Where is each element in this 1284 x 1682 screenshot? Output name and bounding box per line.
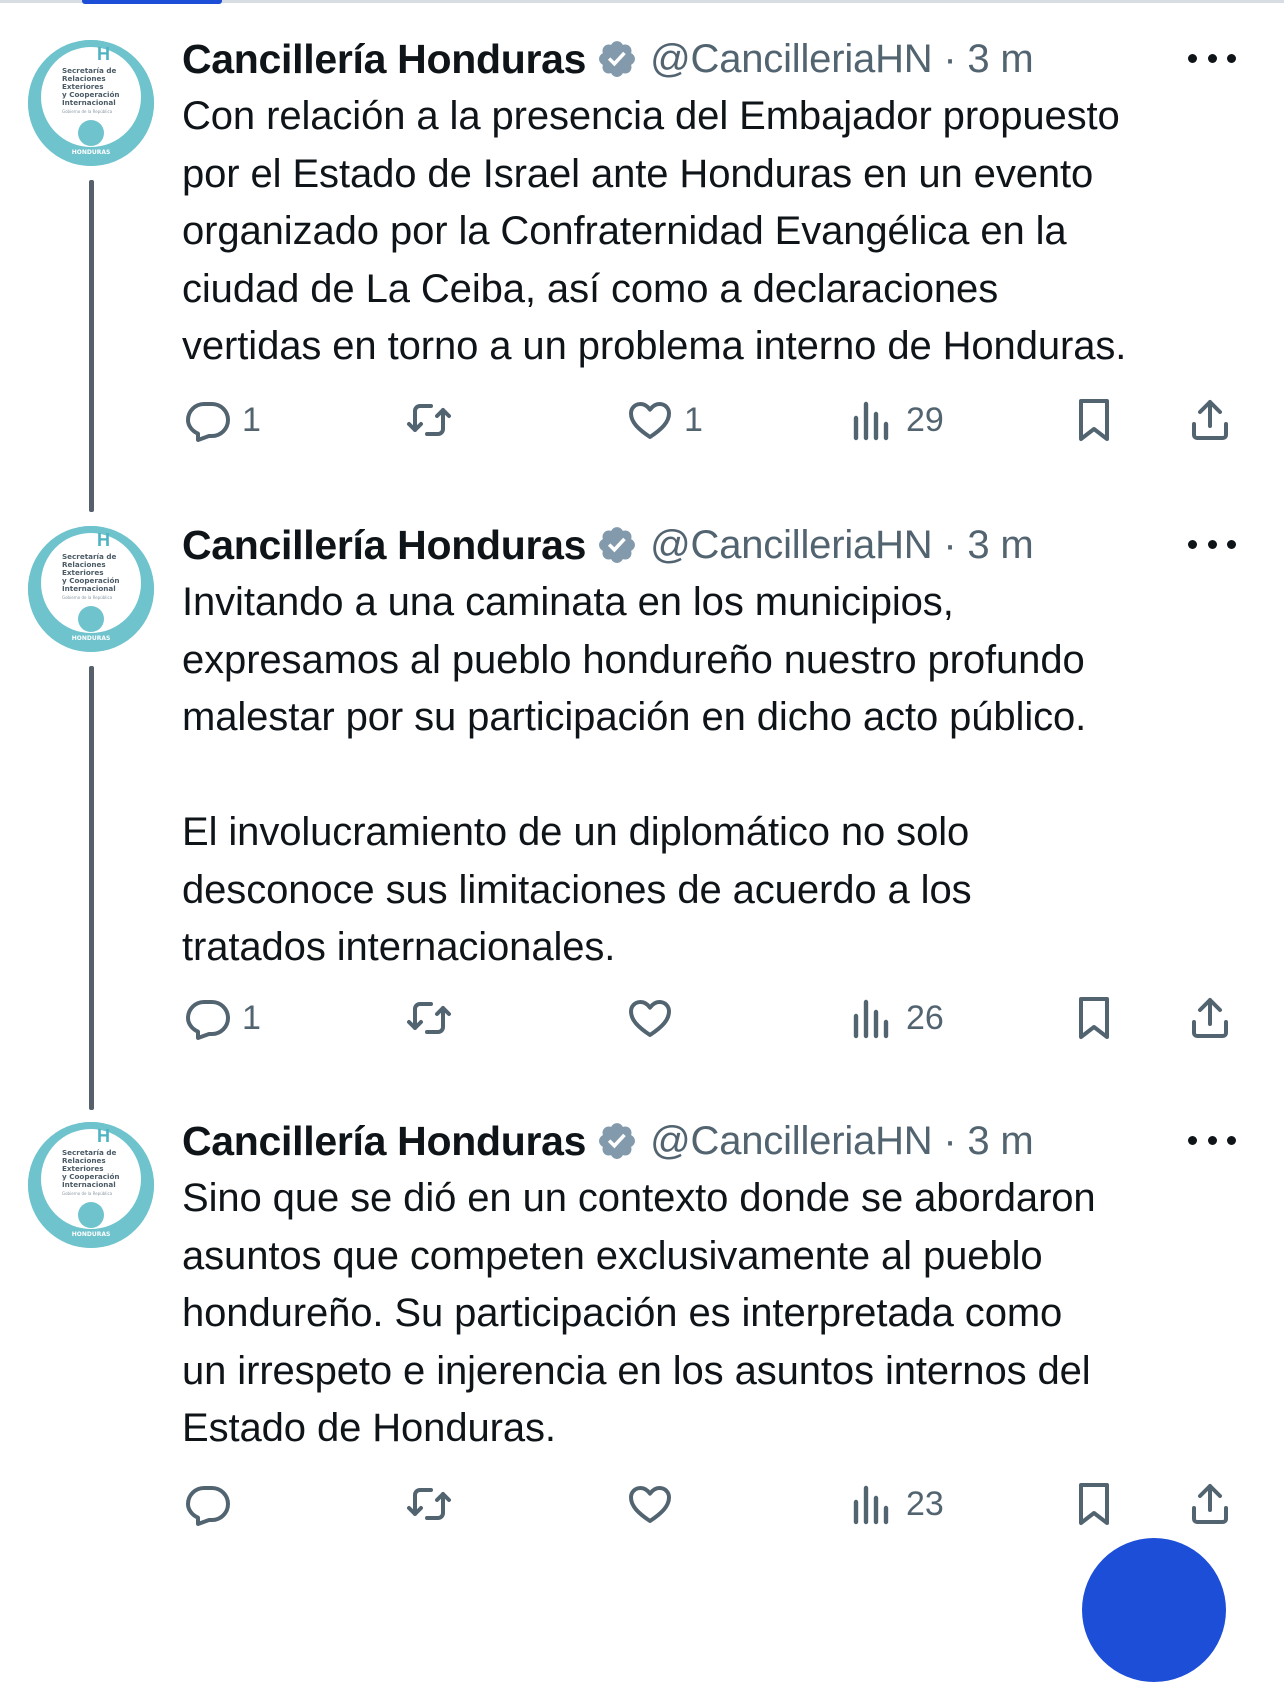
thread-connector: [89, 180, 94, 512]
retweet-button[interactable]: [405, 392, 463, 448]
author-handle-time[interactable]: @CancilleriaHN · 3 m: [650, 522, 1034, 567]
svg-text:Internacional: Internacional: [62, 1180, 116, 1189]
svg-text:Relaciones: Relaciones: [62, 560, 106, 569]
svg-text:Exteriores: Exteriores: [62, 82, 104, 91]
more-icon[interactable]: [1188, 524, 1236, 564]
share-button[interactable]: [1186, 392, 1234, 448]
bookmark-icon: [1070, 1480, 1118, 1528]
svg-text:Secretaría de: Secretaría de: [62, 1148, 117, 1157]
heart-icon: [626, 1480, 674, 1528]
reply-button[interactable]: [184, 1476, 242, 1532]
svg-text:H: H: [97, 1126, 110, 1146]
reply-button[interactable]: [184, 990, 261, 1046]
svg-text:Exteriores: Exteriores: [62, 1164, 104, 1173]
bookmark-icon: [1070, 396, 1118, 444]
author-name[interactable]: Cancillería Honduras: [182, 35, 587, 82]
tweet-actions: [0, 990, 1284, 1046]
author-name[interactable]: Cancillería Honduras: [182, 1117, 587, 1164]
svg-text:H: H: [97, 530, 110, 550]
like-button[interactable]: [626, 990, 684, 1046]
svg-text:Relaciones: Relaciones: [62, 74, 106, 83]
like-button[interactable]: [626, 392, 703, 448]
bookmark-button[interactable]: [1070, 1476, 1118, 1532]
views-icon: [848, 396, 896, 444]
avatar[interactable]: [28, 526, 154, 652]
svg-text:HONDURAS: HONDURAS: [71, 1231, 111, 1238]
share-button[interactable]: [1186, 1476, 1234, 1532]
author-handle-time[interactable]: @CancilleriaHN · 3 m: [650, 1118, 1034, 1163]
tweet-header: [182, 1116, 1033, 1166]
tweet-text: Invitando a una caminata en los municipios, expresamos al pueblo hondureño nuestro profundo malestar por su participación en dicho acto público. El involucramiento de un diplomático no solo desconoce sus limitaciones de acuerdo a los tratados internacionales.: [182, 580, 1087, 969]
bookmark-button[interactable]: [1070, 392, 1118, 448]
views-button[interactable]: [848, 990, 944, 1046]
svg-text:Gobierno de la República: Gobierno de la República: [62, 109, 113, 114]
retweet-button[interactable]: [405, 990, 463, 1046]
tweet-header: [182, 520, 1033, 570]
author-handle-time[interactable]: @CancilleriaHN · 3 m: [650, 36, 1034, 81]
svg-text:HONDURAS: HONDURAS: [71, 635, 111, 642]
heart-icon: [626, 396, 674, 444]
cancilleria-logo: [28, 40, 154, 166]
reply-icon: [184, 396, 232, 444]
svg-text:HONDURAS: HONDURAS: [71, 149, 111, 156]
bookmark-button[interactable]: [1070, 990, 1118, 1046]
share-icon: [1186, 396, 1234, 444]
share-icon: [1186, 1480, 1234, 1528]
reply-icon: [184, 1480, 232, 1528]
views-count: 23: [906, 1484, 944, 1523]
views-icon: [848, 1480, 896, 1528]
heart-icon: [626, 994, 674, 1042]
like-count: 1: [684, 400, 703, 439]
tweet-header: [182, 34, 1033, 84]
retweet-icon: [405, 396, 453, 444]
author-name[interactable]: Cancillería Honduras: [182, 521, 587, 568]
reply-icon: [184, 994, 232, 1042]
svg-text:Secretaría de: Secretaría de: [62, 66, 117, 75]
avatar[interactable]: [28, 1122, 154, 1248]
bookmark-icon: [1070, 994, 1118, 1042]
views-icon: [848, 994, 896, 1042]
more-icon[interactable]: [1188, 1120, 1236, 1160]
views-button[interactable]: [848, 1476, 944, 1532]
reply-count: 1: [242, 998, 261, 1037]
top-tab-indicator: [82, 0, 222, 4]
svg-text:Secretaría de: Secretaría de: [62, 552, 117, 561]
views-count: 26: [906, 998, 944, 1037]
compose-fab-button[interactable]: [1082, 1538, 1226, 1682]
svg-text:Relaciones: Relaciones: [62, 1156, 106, 1165]
like-button[interactable]: [626, 1476, 684, 1532]
cancilleria-logo: [28, 1122, 154, 1248]
share-icon: [1186, 994, 1234, 1042]
retweet-button[interactable]: [405, 1476, 463, 1532]
svg-text:y Cooperación: y Cooperación: [62, 576, 120, 585]
svg-text:Internacional: Internacional: [62, 584, 116, 593]
cancilleria-logo: [28, 526, 154, 652]
share-button[interactable]: [1186, 990, 1234, 1046]
svg-text:y Cooperación: y Cooperación: [62, 1172, 120, 1181]
tweet-actions: [0, 392, 1284, 448]
avatar[interactable]: [28, 40, 154, 166]
views-button[interactable]: [848, 392, 944, 448]
svg-text:Exteriores: Exteriores: [62, 568, 104, 577]
verified-icon: [596, 38, 638, 80]
tweet-text: Sino que se dió en un contexto donde se abordaron asuntos que competen exclusivamente al pueblo hondureño. Su participación es interpretada como un irrespeto e injerencia en los asuntos internos del Estado de Honduras.: [182, 1176, 1096, 1450]
views-count: 29: [906, 400, 944, 439]
retweet-icon: [405, 994, 453, 1042]
svg-text:Internacional: Internacional: [62, 98, 116, 107]
reply-button[interactable]: [184, 392, 261, 448]
more-icon[interactable]: [1188, 38, 1236, 78]
tweet-text: Con relación a la presencia del Embajador propuesto por el Estado de Israel ante Honduras en un evento organizado por la Confraternidad Evangélica en la ciudad de La Ceiba, así como a declaraciones vertidas en torno a un problema interno de Honduras.: [182, 94, 1127, 368]
reply-count: 1: [242, 400, 261, 439]
svg-text:H: H: [97, 44, 110, 64]
retweet-icon: [405, 1480, 453, 1528]
tweet-actions: [0, 1476, 1284, 1532]
svg-text:y Cooperación: y Cooperación: [62, 90, 120, 99]
verified-icon: [596, 1120, 638, 1162]
verified-icon: [596, 524, 638, 566]
svg-text:Gobierno de la República: Gobierno de la República: [62, 1191, 113, 1196]
svg-text:Gobierno de la República: Gobierno de la República: [62, 595, 113, 600]
